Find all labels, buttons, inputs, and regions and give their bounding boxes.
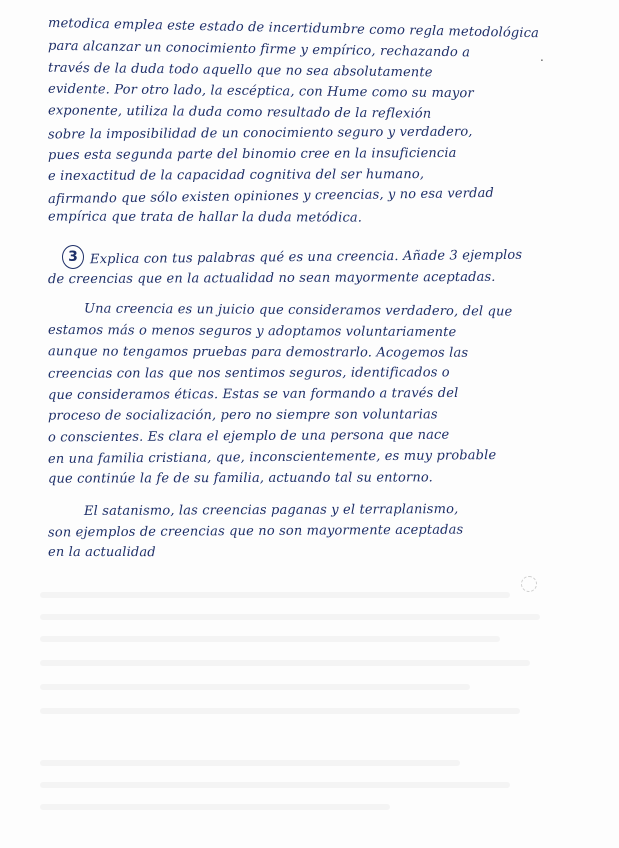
paragraph-1-line: metodica emplea este estado de incertidumbre como regla metodológica	[47, 15, 540, 42]
paragraph-1-line: e inexactitud de la capacidad cognitiva del ser humano,	[47, 167, 425, 184]
answer-line: estamos más o menos seguros y adoptamos voluntariamente	[47, 322, 457, 341]
faint-margin-mark	[521, 576, 537, 592]
bleed-through-line	[40, 660, 530, 666]
paragraph-1-line: pues esta segunda parte del binomio cree en la insuficiencia	[47, 145, 457, 164]
bleed-through-line	[40, 804, 390, 810]
answer-line: Una creencia es un juicio que consideramos verdadero, del que	[83, 301, 513, 320]
question-number: 3	[62, 245, 84, 269]
paragraph-1-line: sobre la imposibilidad de un conocimiento seguro y verdadero,	[47, 124, 473, 143]
stray-mark: .	[540, 50, 544, 64]
bleed-through-line	[40, 708, 520, 714]
answer-line: en una familia cristiana, que, inconscientemente, es muy probable	[47, 448, 497, 467]
answer-line: aunque no tengamos pruebas para demostrarlo. Acogemos las	[47, 344, 469, 361]
paragraph-1-line: evidente. Por otro lado, la escéptica, con Hume como su mayor	[47, 81, 474, 102]
question-line: de creencias que en la actualidad no sean mayormente aceptadas.	[47, 269, 496, 288]
bleed-through-line	[40, 592, 510, 598]
bleed-through-line	[40, 760, 460, 766]
answer-line: en la actualidad	[47, 544, 156, 561]
paragraph-1-line: afirmando que sólo existen opiniones y creencias, y no esa verdad	[47, 185, 495, 208]
answer-line: o conscientes. Es clara el ejemplo de una persona que nace	[47, 427, 450, 446]
bleed-through-line	[40, 782, 510, 788]
paragraph-1-line: para alcanzar un conocimiento firme y empírico, rechazando a	[47, 38, 471, 61]
answer-line: que consideramos éticas. Estas se van formando a través del	[47, 385, 459, 404]
bleed-through-line	[40, 614, 540, 620]
bleed-through-line	[40, 684, 470, 690]
answer-line: El satanismo, las creencias paganas y el terraplanismo,	[83, 502, 459, 519]
answer-line: son ejemplos de creencias que no son mayormente aceptadas	[47, 522, 464, 541]
question-line: Explica con tus palabras qué es una creencia. Añade 3 ejemplos	[89, 247, 523, 268]
paragraph-1-line: exponente, utiliza la duda como resultado de la reflexión	[47, 103, 432, 122]
bleed-through-line	[40, 636, 500, 642]
answer-line: proceso de socialización, pero no siempre son voluntarias	[47, 407, 438, 424]
paragraph-1-line: través de la duda todo aquello que no sea absolutamente	[47, 60, 433, 81]
paragraph-1-line: empírica que trata de hallar la duda metódica.	[47, 209, 363, 226]
answer-line: que continúe la fe de su familia, actuando tal su entorno.	[47, 470, 433, 487]
answer-line: creencias con las que nos sentimos seguros, identificados o	[47, 365, 450, 382]
